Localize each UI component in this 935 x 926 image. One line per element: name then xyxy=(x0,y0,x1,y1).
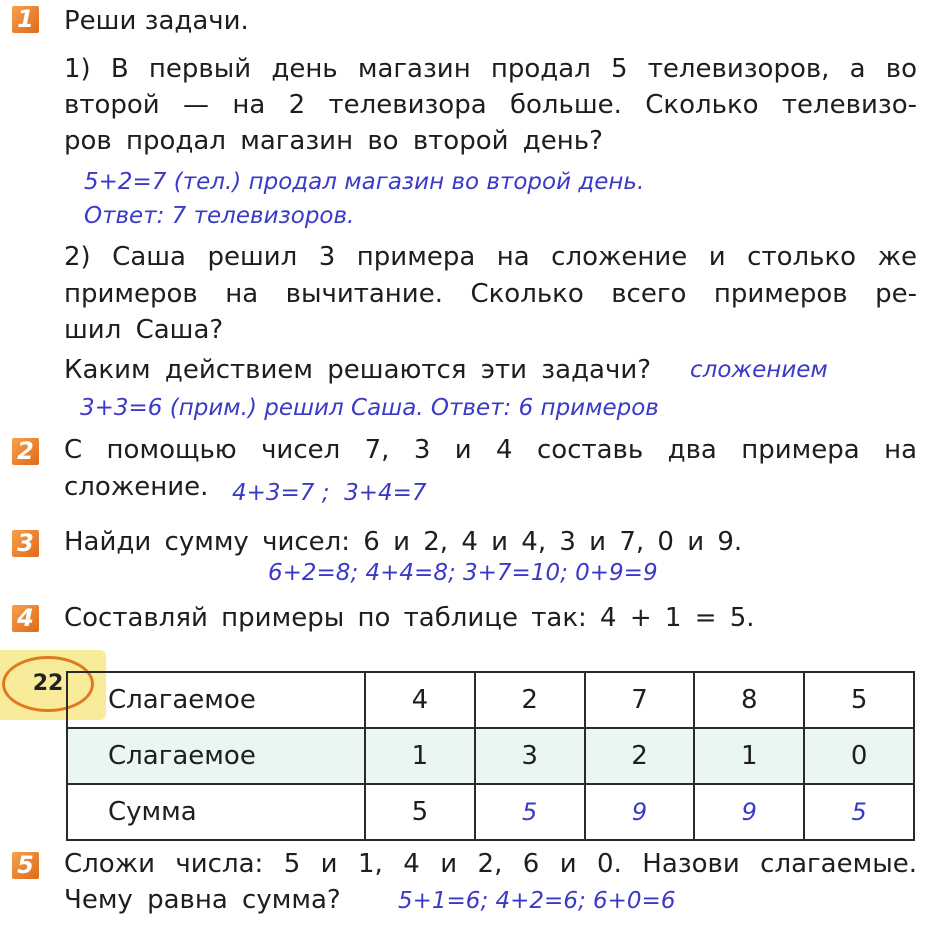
task-1-question: Каким действием решаются эти задачи? xyxy=(64,355,652,385)
table-cell-answer xyxy=(585,784,695,840)
page-number: 22 xyxy=(2,656,94,712)
task-2-line-2: сложение. xyxy=(64,472,209,502)
task-5-line-2: Чему равна сумма? xyxy=(64,885,341,915)
table-cell: 1 xyxy=(694,728,804,784)
table-cell: 0 xyxy=(804,728,914,784)
table-cell-answer xyxy=(694,784,804,840)
task-1-p1-solution: 5+2=7 (тел.) продал магазин во второй день. xyxy=(84,169,645,195)
task-5-badge: 5 xyxy=(12,852,39,879)
table-row-addend-1 xyxy=(67,672,914,728)
task-5-line-1: Сложи числа: 5 и 1, 4 и 2, 6 и 0. Назови слагаемые. xyxy=(64,849,917,879)
table-cell: 8 xyxy=(694,672,804,728)
handwritten-sum: 9 xyxy=(631,798,648,826)
table-cell: 5 xyxy=(804,672,914,728)
table-cell: 2 xyxy=(585,728,695,784)
task-1-badge: 1 xyxy=(12,6,39,33)
table-cell: 3 xyxy=(475,728,585,784)
table-cell: 7 xyxy=(585,672,695,728)
table-cell: 4 xyxy=(365,672,475,728)
task-1-p2-line-2: примеров на вычитание. Сколько всего примеров ре- xyxy=(64,279,917,309)
table-cell: 2 xyxy=(475,672,585,728)
task-5-answer: 5+1=6; 4+2=6; 6+0=6 xyxy=(398,888,676,914)
table-row-label: Слагаемое xyxy=(67,728,365,784)
handwritten-sum: 5 xyxy=(522,798,538,826)
task-3-answer: 6+2=8; 4+4=8; 3+7=10; 0+9=9 xyxy=(268,560,658,586)
table-row-label: Сумма xyxy=(67,784,365,840)
table-row-label: Слагаемое xyxy=(67,672,365,728)
addition-table xyxy=(66,671,915,841)
task-3-text: Найди сумму чисел: 6 и 2, 4 и 4, 3 и 7, 0 и 9. xyxy=(64,527,743,557)
task-1-p2-line-3: шил Саша? xyxy=(64,315,224,345)
task-2-badge: 2 xyxy=(12,438,39,465)
table-row-sum xyxy=(67,784,914,840)
table-cell-answer xyxy=(475,784,585,840)
task-3-badge: 3 xyxy=(12,530,39,557)
task-2-line-1: С помощью чисел 7, 3 и 4 составь два примера на xyxy=(64,435,917,465)
handwritten-sum: 9 xyxy=(741,798,757,826)
task-1-question-answer: сложением xyxy=(690,357,828,383)
task-1-p1-line-1: 1) В первый день магазин продал 5 телевизоров, а во xyxy=(64,54,917,84)
task-4-badge: 4 xyxy=(12,605,39,632)
table-row-addend-2 xyxy=(67,728,914,784)
task-2-answer: 4+3=7 ; 3+4=7 xyxy=(232,480,427,506)
task-1-title: Реши задачи. xyxy=(64,6,249,36)
task-1-p2-solution: 3+3=6 (прим.) решил Саша. Ответ: 6 примеров xyxy=(80,395,659,421)
table-cell: 1 xyxy=(365,728,475,784)
task-1-p1-line-3: ров продал магазин во второй день? xyxy=(64,126,603,156)
table-cell-answer xyxy=(804,784,914,840)
table-cell: 5 xyxy=(365,784,475,840)
task-1-p1-answer: Ответ: 7 телевизоров. xyxy=(84,203,355,229)
task-1-p2-line-1: 2) Саша решил 3 примера на сложение и столько же xyxy=(64,242,917,272)
task-4-text: Составляй примеры по таблице так: 4 + 1 = 5. xyxy=(64,603,755,633)
task-1-p1-line-2: второй — на 2 телевизора больше. Сколько телевизо- xyxy=(64,90,917,120)
handwritten-sum: 5 xyxy=(851,798,867,826)
